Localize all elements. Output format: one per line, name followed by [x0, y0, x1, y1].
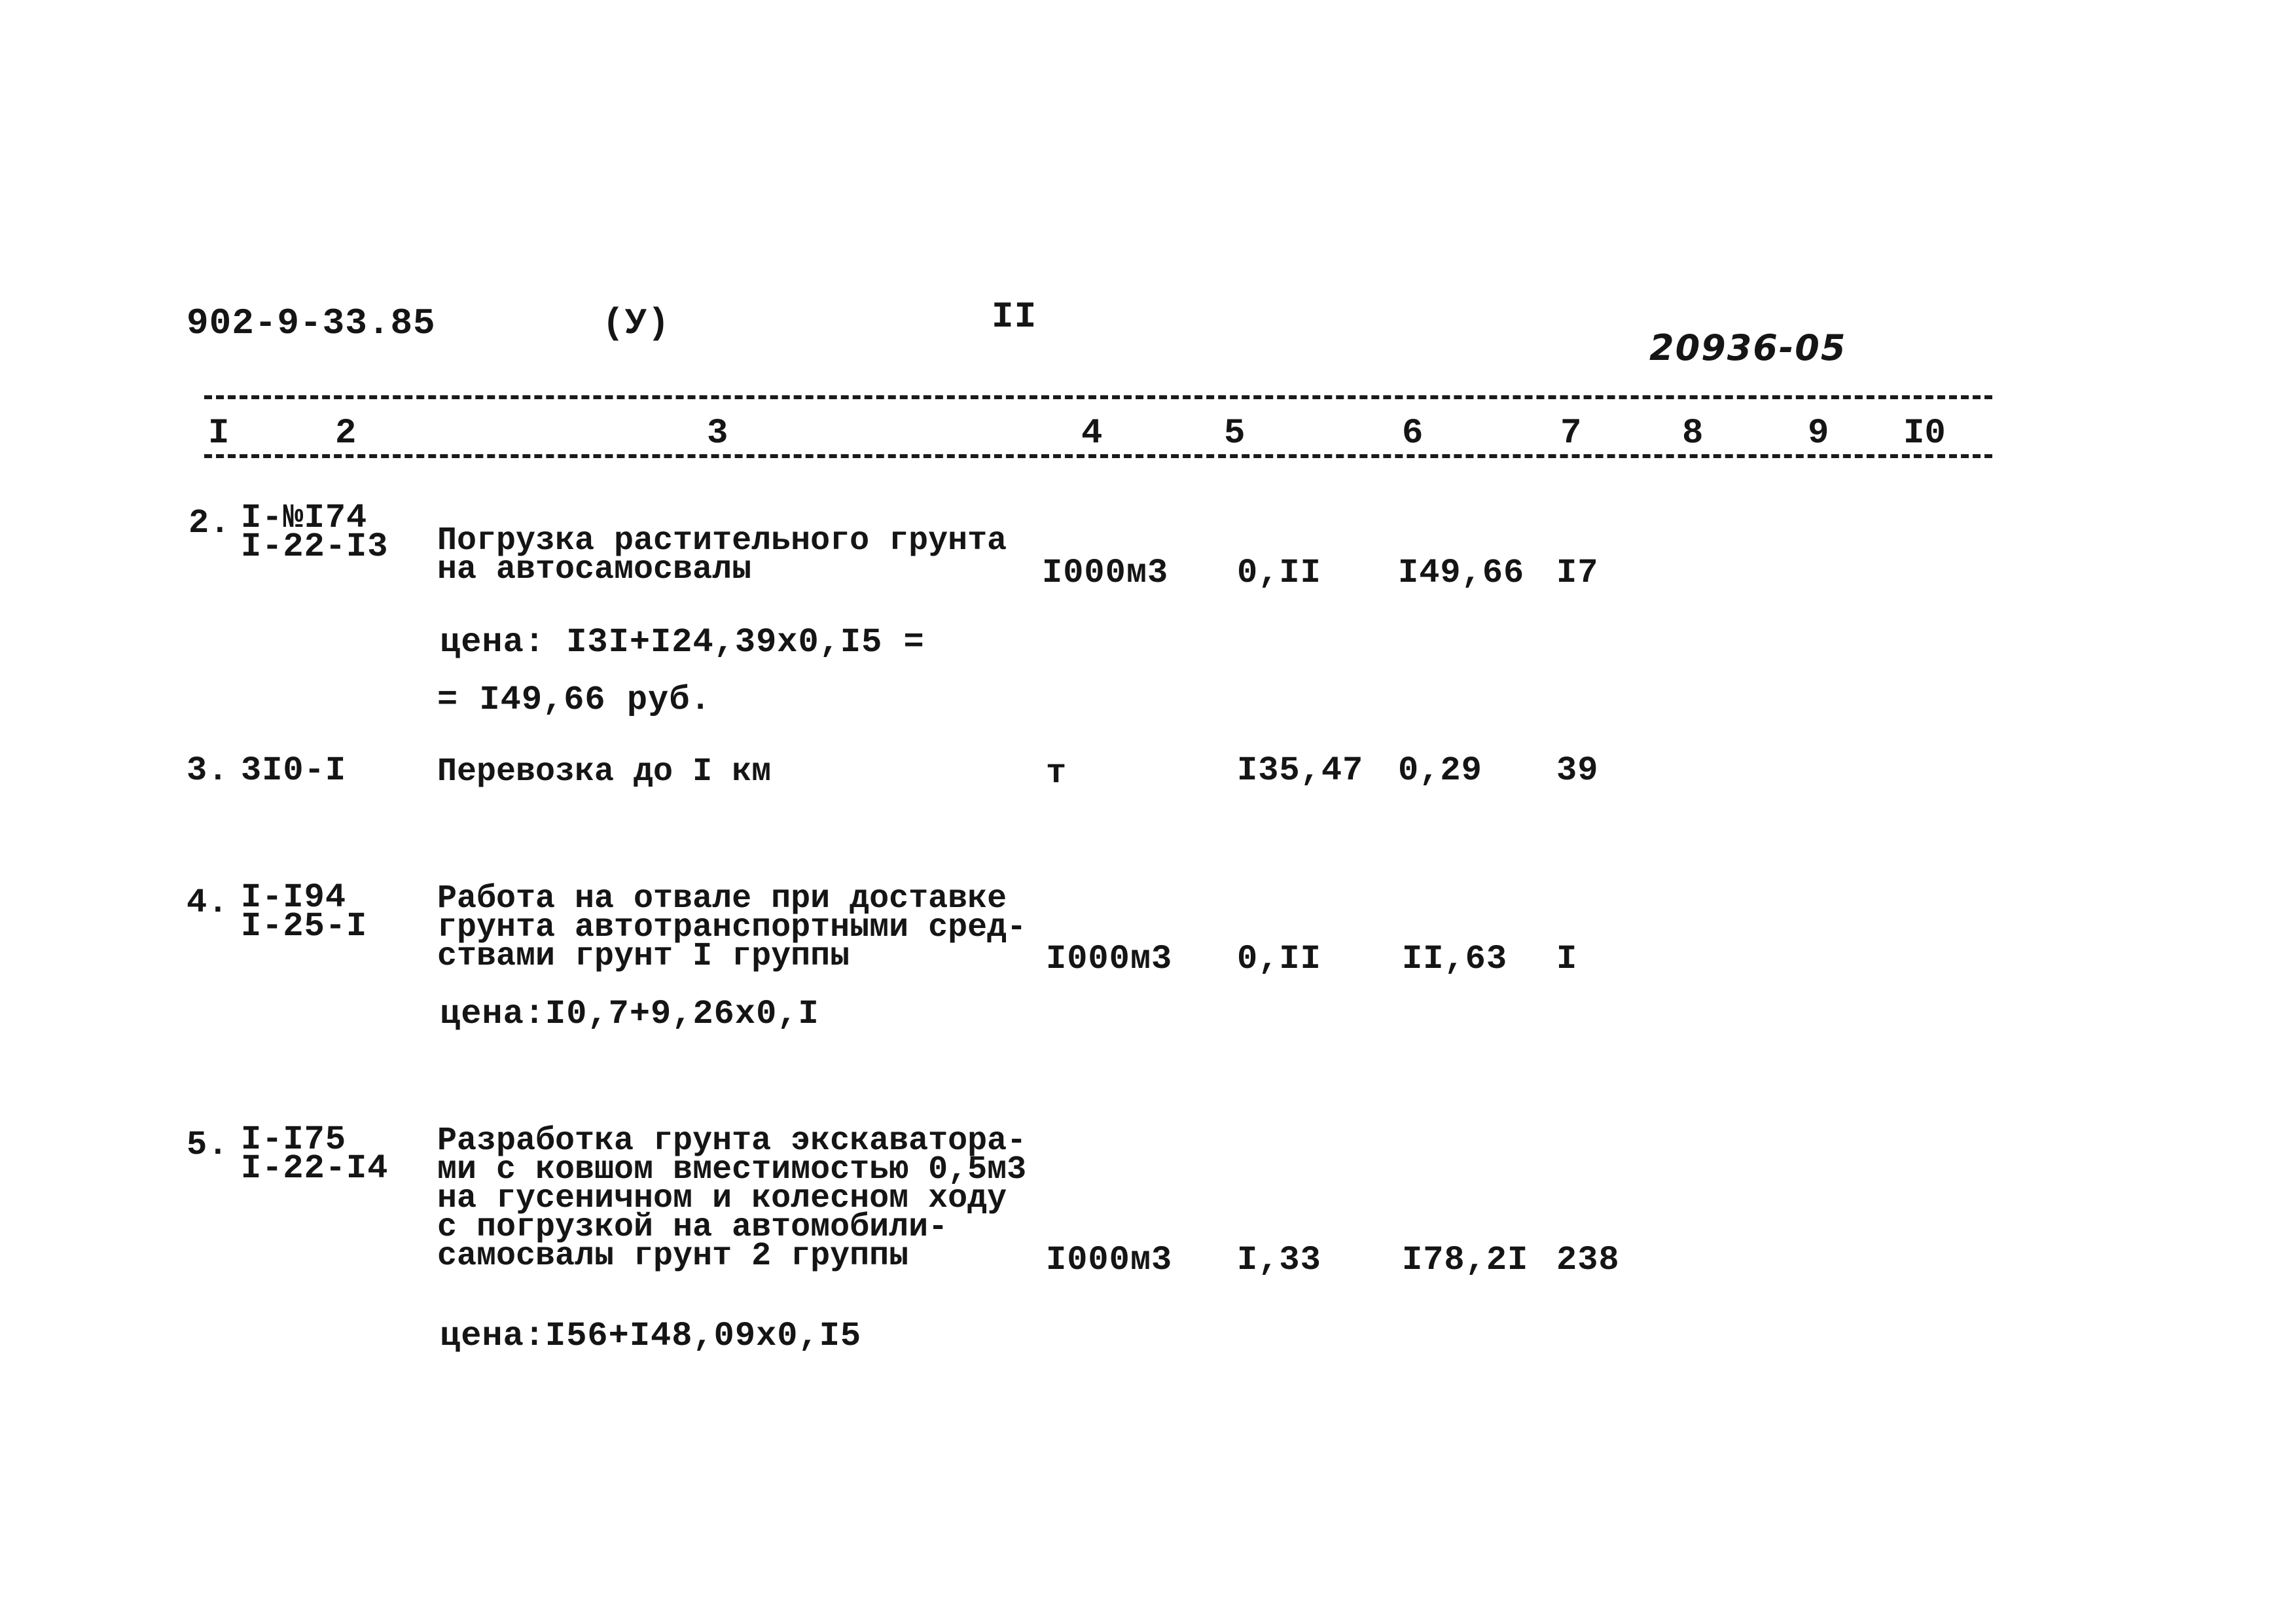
row-5-desc-2: ми с ковшом вместимостью 0,5м3 [437, 1151, 1027, 1188]
row-5-desc-5: самосвалы грунт 2 группы [437, 1238, 909, 1275]
row-4-desc-2: грунта автотранспортными сред- [437, 909, 1027, 946]
col-header-3: 3 [707, 414, 728, 454]
row-4-code-2: I-25-I [241, 907, 368, 946]
row-5-unit: I000м3 [1046, 1241, 1173, 1279]
row-3-col5: I35,47 [1237, 751, 1364, 790]
col-header-1: I [208, 414, 230, 454]
row-2-col6: I49,66 [1398, 554, 1525, 592]
row-4-col6: II,63 [1402, 940, 1508, 978]
row-3-code-1: 3I0-I [241, 751, 347, 790]
row-3-col6: 0,29 [1398, 751, 1482, 790]
row-4-desc-3: ствами грунт I группы [437, 938, 850, 975]
col-header-4: 4 [1081, 414, 1103, 454]
row-5-desc-1: Разработка грунта экскаватора- [437, 1122, 1027, 1160]
row-5-code-2: I-22-I4 [241, 1149, 389, 1188]
row-5-code-1: I-I75 [241, 1120, 347, 1159]
row-5-price-1: цена:I56+I48,09х0,I5 [440, 1317, 862, 1355]
header-bottom-rule [204, 454, 1992, 458]
row-2-col5: 0,II [1237, 554, 1321, 592]
row-5-number: 5. [187, 1126, 229, 1164]
row-3-col7: 39 [1556, 751, 1599, 790]
row-2-code-1: I-№I74 [241, 499, 368, 537]
row-2-desc-1: Погрузка растительного грунта [437, 522, 1007, 560]
row-5-desc-3: на гусеничном и колесном ходу [437, 1180, 1007, 1217]
document-mark: (У) [602, 302, 670, 344]
row-5-col6: I78,2I [1402, 1241, 1529, 1279]
col-header-5: 5 [1224, 414, 1246, 454]
row-4-col7: I [1556, 940, 1578, 978]
row-4-unit: I000м3 [1046, 940, 1173, 978]
row-2-code-2: I-22-I3 [241, 527, 389, 566]
row-3-number: 3. [187, 751, 229, 790]
col-header-2: 2 [335, 414, 357, 454]
document-code: 902-9-33.85 [187, 302, 436, 344]
row-4-col5: 0,II [1237, 940, 1321, 978]
col-header-9: 9 [1808, 414, 1829, 454]
stamp-number: 20936-05 [1649, 327, 1847, 368]
row-3-unit: т [1046, 754, 1067, 793]
row-3-desc-1: Перевозка до I км [437, 753, 772, 791]
row-5-col7: 238 [1556, 1241, 1620, 1279]
row-5-col5: I,33 [1237, 1241, 1321, 1279]
row-2-number: 2. [188, 504, 231, 543]
row-4-code-1: I-I94 [241, 878, 347, 917]
row-5-desc-4: с погрузкой на автомобили- [437, 1209, 948, 1246]
row-2-price-2: = I49,66 руб. [437, 681, 711, 719]
row-2-price-1: цена: I3I+I24,39х0,I5 = [440, 623, 925, 662]
col-header-8: 8 [1682, 414, 1704, 454]
row-2-col7: I7 [1556, 554, 1599, 592]
row-4-desc-1: Работа на отвале при доставке [437, 880, 1007, 918]
row-2-desc-2: на автосамосвалы [437, 551, 752, 588]
row-2-unit: I000м3 [1042, 554, 1169, 592]
col-header-10: I0 [1903, 414, 1946, 454]
page-number: II [992, 296, 1037, 338]
header-top-rule [204, 395, 1992, 399]
col-header-6: 6 [1402, 414, 1424, 454]
col-header-7: 7 [1560, 414, 1582, 454]
row-4-price-1: цена:I0,7+9,26х0,I [440, 995, 819, 1033]
row-4-number: 4. [187, 883, 229, 922]
